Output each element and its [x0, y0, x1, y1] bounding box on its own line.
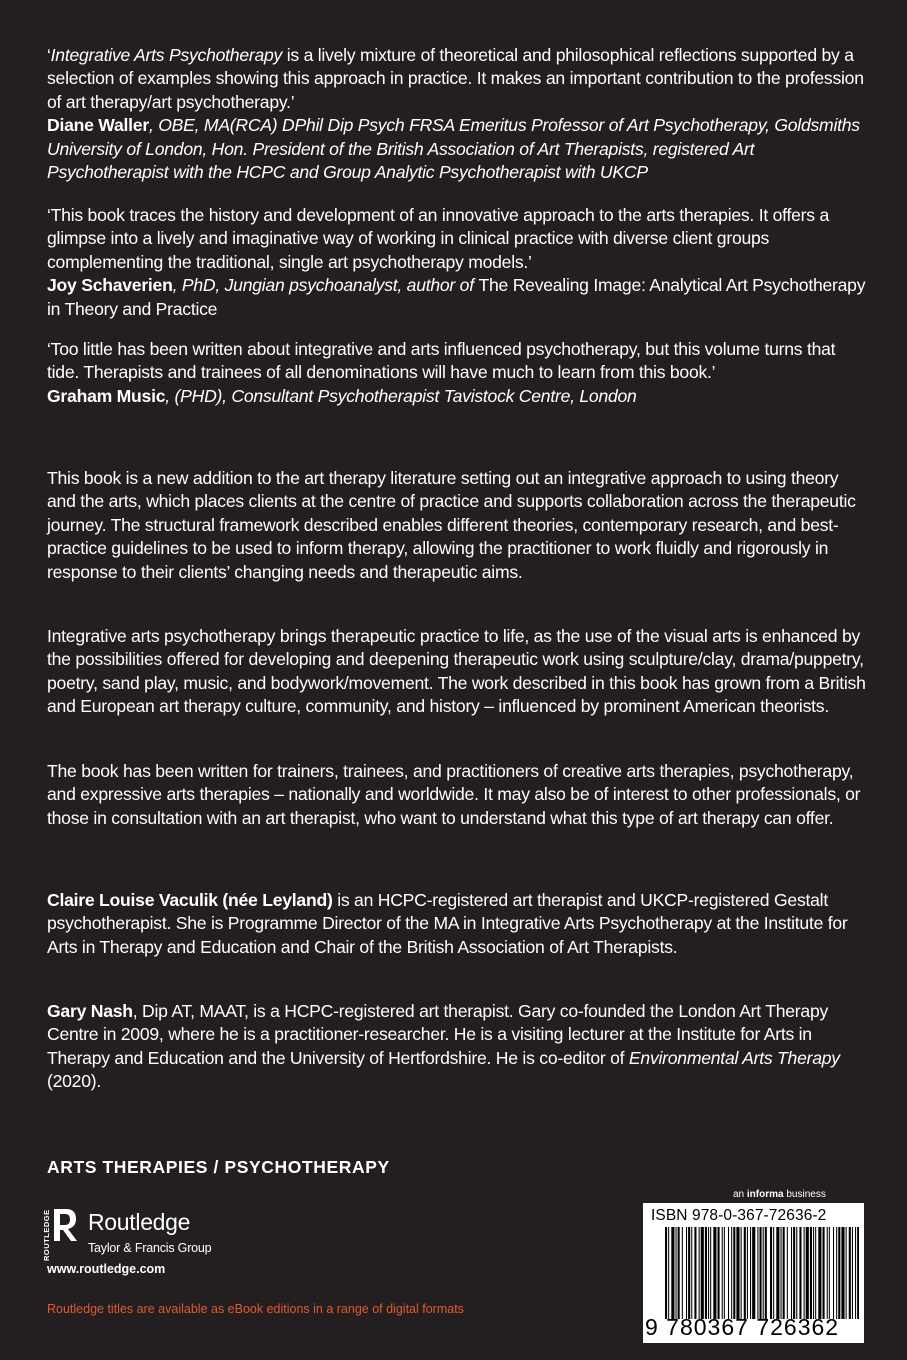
informa-prefix: an	[733, 1189, 747, 1200]
publisher-group: Taylor & Francis Group	[88, 1241, 212, 1255]
reviewer-attribution	[47, 274, 869, 321]
description-paragraph-3	[47, 760, 869, 830]
barcode-bar	[776, 1227, 779, 1319]
barcode-bar	[796, 1227, 797, 1319]
barcode-bar	[763, 1227, 764, 1319]
barcode-bar	[705, 1227, 707, 1319]
barcode-bar	[857, 1227, 859, 1319]
barcode-bar	[770, 1227, 772, 1319]
reviewer-name: Graham Music	[47, 385, 166, 406]
informa-brand: informa	[746, 1189, 784, 1200]
description-text: This book is a new addition to the art therapy literature setting out an integrative approach to using theory and the arts, which places clients at the centre of practice and supports collaboration across the therapeutic journey. The structural framework described enables different theories, contemporary research, and best-practice guidelines to be used to inform therapy, allowing the practitioner to work fluidly and rigorously in response to their clients’ changing needs and therapeutic aims.	[47, 468, 856, 582]
quote-text: is a lively mixture of theoretical and philosophical reflections supported by a selection of examples showing this approach in practice. It makes an important contribution to the profession of art therapy/art psychotherapy.’	[47, 45, 864, 112]
reviewer-attribution	[47, 114, 869, 184]
barcode-bar	[718, 1227, 720, 1319]
publisher-url[interactable]: www.routledge.com	[47, 1262, 166, 1276]
description-text: The book has been written for trainers, trainees, and practitioners of creative arts therapies, psychotherapy, and expressive arts therapies – nationally and worldwide. It may also be of interest to other professionals, or those in consultation with an art therapist, who want to understand what this type of art therapy can offer.	[47, 761, 861, 828]
barcode-bar	[691, 1227, 692, 1319]
author-bio-nash	[47, 1000, 869, 1094]
description-paragraph-1	[47, 467, 869, 584]
barcode-bar	[804, 1227, 805, 1319]
publisher-name: Routledge	[88, 1209, 191, 1235]
barcode-bar	[688, 1227, 690, 1319]
barcode-bar	[781, 1227, 782, 1319]
barcode-bar	[747, 1227, 748, 1319]
reviewer-attribution	[47, 385, 869, 408]
barcode-bar	[810, 1227, 812, 1319]
author-bio-text: is an HCPC-registered art therapist and UKCP-registered Gestalt psychotherapist. She is Programme Director of the MA in Integrative Arts Psychotherapy at the Institute for Arts in Therapy and Education and Chair of the British Association of Art Therapists.	[47, 890, 848, 957]
barcode-bar	[760, 1227, 762, 1319]
barcode-bar	[823, 1227, 825, 1319]
barcode-bar	[682, 1227, 683, 1319]
informa-suffix: business	[783, 1189, 826, 1200]
barcode-bar	[699, 1227, 700, 1319]
author-bio-text-end: (2020).	[47, 1071, 101, 1092]
reviewer-book-title: The Revealing Image: Analytical Art Psychotherapy in Theory and Practice	[47, 275, 866, 319]
barcode-bar	[783, 1227, 785, 1319]
review-joy-schaverien	[47, 204, 869, 321]
barcode-bar	[750, 1227, 751, 1319]
barcode-bar	[855, 1227, 856, 1319]
barcode-bar	[752, 1227, 755, 1319]
barcode-bar	[694, 1227, 696, 1319]
routledge-vertical-mark: ROUTLEDGE	[42, 1209, 51, 1261]
barcode-bar	[838, 1227, 840, 1319]
author-bio-vaculik	[47, 889, 869, 959]
barcode-bar	[708, 1227, 709, 1319]
isbn-digits: 9 780367 726362	[645, 1314, 840, 1340]
barcode-bar	[733, 1227, 735, 1319]
barcode-bar	[676, 1227, 677, 1319]
barcode-bar	[793, 1227, 795, 1319]
reviewer-credentials: , (PHD), Consultant Psychotherapist Tavistock Centre, London	[165, 385, 637, 406]
isbn-barcode	[643, 1203, 864, 1343]
barcode-bar	[686, 1227, 687, 1319]
author-bio	[47, 1000, 869, 1094]
barcode-bar	[833, 1227, 834, 1319]
author-name: Gary Nash	[47, 1001, 133, 1021]
ebook-note: Routledge titles are available as eBook editions in a range of digital formats	[47, 1302, 464, 1316]
review-diane-waller	[47, 44, 869, 184]
barcode-bar	[736, 1227, 739, 1319]
author-bio-text: , Dip AT, MAAT, is a HCPC-registered art therapist. Gary co-founded the London Art Therapy Centre in 2009, where he is a practitioner-researcher. He is a visiting lecturer at the Institute for Arts in Therapy and Education and the University of Hertfordshire. He is co-editor of	[47, 1001, 829, 1068]
barcode-bar	[852, 1227, 853, 1319]
barcode-bar	[757, 1227, 758, 1319]
barcode-bar	[731, 1227, 732, 1319]
barcode-bar	[773, 1227, 774, 1319]
barcode-bar	[806, 1227, 809, 1319]
barcode-bar	[671, 1227, 674, 1319]
barcode-bar	[741, 1227, 742, 1319]
review-quote: ‘Too little has been written about integrative and arts influenced psychotherapy, but this volume turns that tide. Therapists and trainees of all denominations will have much to learn from this book.’	[47, 339, 836, 383]
barcode-bar	[665, 1227, 667, 1319]
barcode-bar	[728, 1227, 729, 1319]
routledge-r-icon	[40, 1205, 80, 1265]
barcode-bar	[818, 1227, 821, 1319]
barcode-bar	[846, 1227, 847, 1319]
subject-category: ARTS THERAPIES / PSYCHOTHERAPY	[47, 1157, 390, 1177]
barcode-bar	[791, 1227, 792, 1319]
barcode-bars	[665, 1227, 859, 1319]
description-paragraph-2	[47, 625, 869, 719]
barcode-bar	[722, 1227, 723, 1319]
review-graham-music	[47, 338, 869, 408]
barcode-bar	[813, 1227, 814, 1319]
quoted-book-title: Integrative Arts Psychotherapy	[50, 45, 283, 65]
author-bio	[47, 889, 869, 959]
reviewer-credentials: , PhD, Jungian psychoanalyst, author of	[172, 275, 479, 296]
author-name: Claire Louise Vaculik (née Leyland)	[47, 890, 333, 910]
reviewer-name: Joy Schaverien	[47, 275, 173, 296]
reviewer-name: Diane Waller	[47, 115, 149, 136]
isbn-label: ISBN 978-0-367-72636-2	[651, 1207, 827, 1224]
barcode-bar	[678, 1227, 680, 1319]
barcode-bar	[841, 1227, 844, 1319]
author-book-title: Environmental Arts Therapy	[628, 1047, 840, 1068]
review-quote	[47, 44, 869, 114]
barcode-bar	[815, 1227, 816, 1319]
informa-business-tag	[733, 1189, 826, 1200]
barcode-bar	[744, 1227, 746, 1319]
barcode-bar	[787, 1227, 788, 1319]
reviewer-credentials: , OBE, MA(RCA) DPhil Dip Psych FRSA Emeritus Professor of Art Psychotherapy, Goldsmiths University of London, Hon. President of the British Association of Art Therapists, registered Art Psychotherapist with the HCPC and Group Analytic Psychotherapist with UKCP	[47, 115, 860, 183]
review-quote: ‘This book traces the history and development of an innovative approach to the arts therapies. It offers a glimpse into a lively and imaginative way of working in clinical practice with diverse client groups complementing the traditional, single art psychotherapy models.’	[47, 205, 829, 272]
barcode-bar	[829, 1227, 830, 1319]
routledge-logo	[40, 1205, 240, 1265]
barcode-bar	[827, 1227, 828, 1319]
quote-mark: ‘	[47, 45, 51, 65]
barcode-bar	[849, 1227, 851, 1319]
barcode-bar	[668, 1227, 669, 1319]
barcode-bar	[724, 1227, 725, 1319]
description-text: Integrative arts psychotherapy brings therapeutic practice to life, as the use of the visual arts is enhanced by the possibilities offered for developing and deepening therapeutic work using sculpture/clay, drama/puppetry, poetry, sand play, music, and bodywork/movement. The work described in this book has grown from a British and European art therapy culture, community, and history – influenced by prominent American theorists.	[47, 626, 866, 717]
barcode-bar	[701, 1227, 704, 1319]
barcode-bar	[710, 1227, 711, 1319]
barcode-bar	[765, 1227, 767, 1319]
barcode-bar	[799, 1227, 801, 1319]
barcode-bar	[713, 1227, 716, 1319]
barcode-bar	[836, 1227, 837, 1319]
